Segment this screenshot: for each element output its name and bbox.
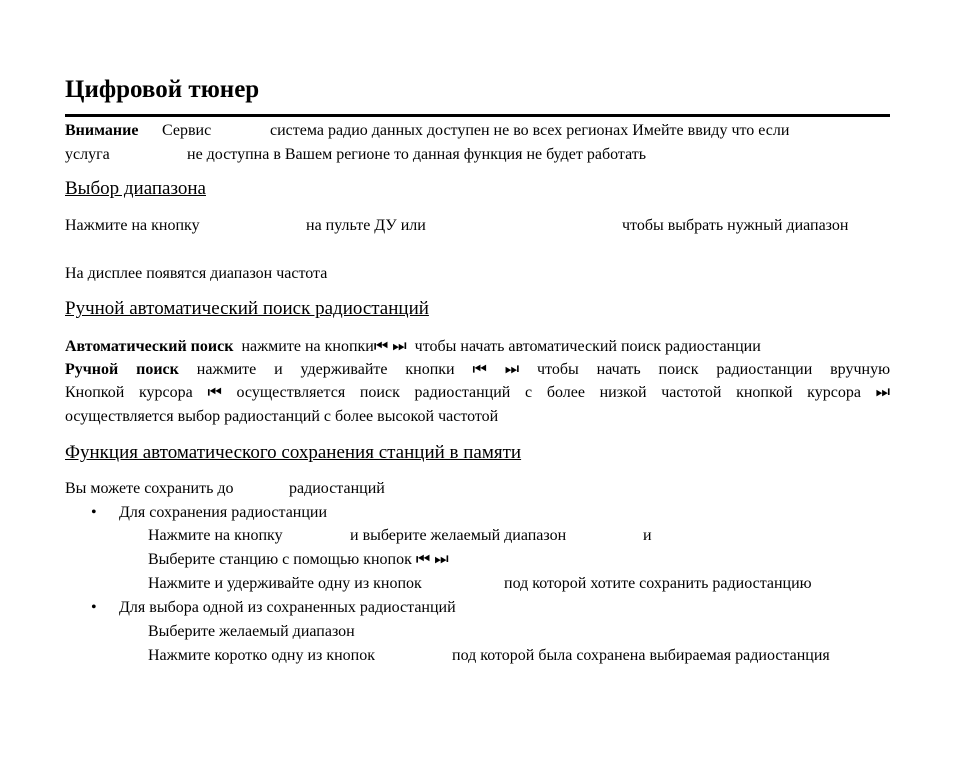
memory-step-2-text: Выберите станцию с помощью кнопок	[148, 551, 412, 568]
manual-search-label: Ручной поиск	[65, 361, 179, 378]
auto-search-text-b: чтобы начать автоматический поиск радиостанции	[414, 338, 761, 355]
auto-search-label: Автоматический поиск	[65, 338, 234, 355]
prev-icon: ⏮	[415, 551, 431, 568]
attention-label: Внимание	[65, 122, 139, 139]
memory-step-1b: и выберите желаемый диапазон	[350, 527, 567, 544]
cursor-text-b: осуществляется поиск радиостанций с более низкой частотой кнопкой курсора	[236, 384, 861, 401]
band-heading: Выбор диапазона	[65, 178, 206, 199]
band-p1c: чтобы выбрать нужный диапазон	[622, 217, 849, 234]
next-icon: ⏭	[875, 384, 891, 401]
auto-search-line	[65, 337, 761, 357]
next-icon: ⏭	[504, 361, 520, 378]
band-p1a: Нажмите на кнопку	[65, 217, 200, 234]
band-p2: На дисплее появятся диапазон частота	[65, 265, 328, 282]
memory-step-1c: и	[643, 527, 652, 544]
memory-step-3b: под которой хотите сохранить радиостанцию	[504, 575, 812, 592]
attention-line-2b: не доступна в Вашем регионе то данная функция не будет работать	[187, 146, 647, 163]
prev-icon: ⏮	[373, 338, 389, 355]
bullet-icon: •	[91, 599, 97, 616]
attention-line-1	[65, 121, 138, 141]
memory-intro-b: радиостанций	[289, 480, 385, 497]
bullet-icon: •	[91, 504, 97, 521]
manual-search-line	[65, 360, 890, 380]
memory-step-5b: под которой была сохранена выбираемая радиостанция	[452, 647, 830, 664]
attention-line-1a: Сервис	[162, 122, 212, 139]
memory-intro-a: Вы можете сохранить до	[65, 480, 234, 497]
manual-search-text-a: нажмите и удерживайте кнопки	[196, 361, 455, 378]
memory-bullet-2: Для выбора одной из сохраненных радиостанций	[119, 599, 456, 616]
memory-heading: Функция автоматического сохранения станций в памяти	[65, 442, 522, 463]
prev-icon: ⏮	[472, 361, 487, 378]
auto-search-text-a: нажмите на кнопки	[241, 338, 374, 355]
search-heading: Ручной автоматический поиск радиостанций	[65, 298, 429, 319]
memory-step-5a: Нажмите коротко одну из кнопок	[148, 647, 375, 664]
cursor-line-2: осуществляется выбор радиостанций с более высокой частотой	[65, 408, 499, 425]
band-p1b: на пульте ДУ или	[306, 217, 426, 234]
next-icon: ⏭	[392, 338, 407, 355]
manual-search-text-b: чтобы начать поиск радиостанции вручную	[537, 361, 891, 378]
prev-icon: ⏮	[207, 384, 222, 401]
memory-step-3a: Нажмите и удерживайте одну из кнопок	[148, 575, 422, 592]
memory-bullet-1: Для сохранения радиостанции	[119, 504, 328, 521]
cursor-line-1	[65, 383, 890, 403]
page-title: Цифровой тюнер	[65, 76, 260, 103]
attention-line-1b: система радио данных доступен не во всех регионах Имейте ввиду что если	[270, 122, 790, 139]
cursor-text-a: Кнопкой курсора	[65, 384, 193, 401]
memory-step-1a: Нажмите на кнопку	[148, 527, 283, 544]
next-icon: ⏭	[434, 551, 449, 568]
memory-step-2	[148, 550, 449, 570]
title-rule	[65, 114, 890, 117]
attention-line-2a: услуга	[65, 146, 110, 163]
memory-step-4: Выберите желаемый диапазон	[148, 623, 355, 640]
